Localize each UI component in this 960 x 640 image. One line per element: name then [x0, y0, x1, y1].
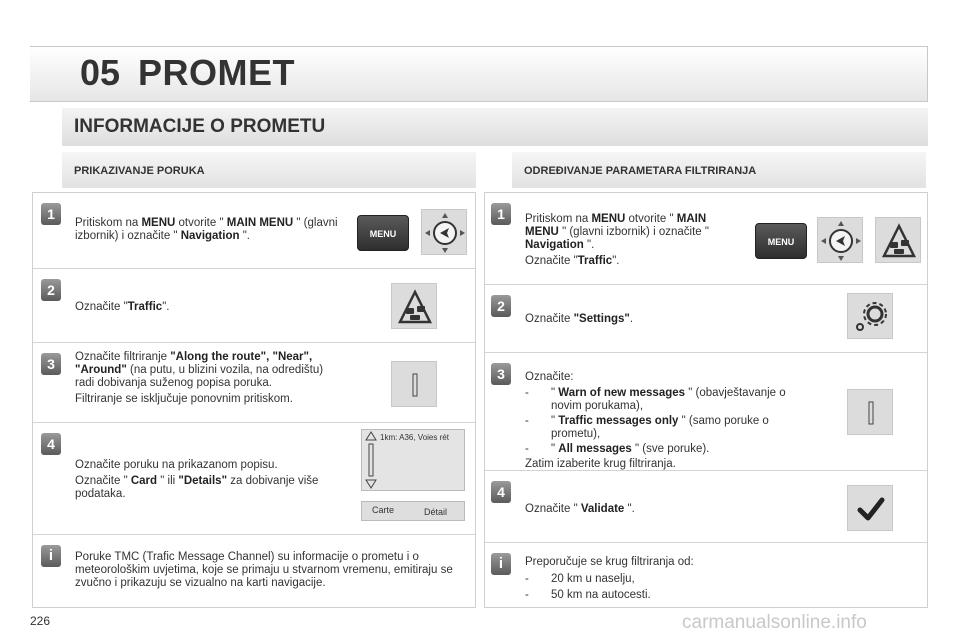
right-step-2 [485, 285, 927, 353]
traffic-icon [391, 283, 437, 329]
filter-button-icon [391, 361, 437, 407]
right-info-row [485, 543, 927, 609]
joystick-icon [421, 209, 467, 255]
step-number-badge: 2 [491, 295, 511, 317]
filter-option-item: - " Warn of new messages " (obavještavanje o novim porukama), [525, 387, 815, 413]
info-icon: i [41, 545, 61, 567]
watermark: carmanualsonline.info [682, 612, 867, 633]
step-number-badge: 2 [41, 279, 61, 301]
info-icon: i [491, 553, 511, 575]
right-step-1 [485, 193, 927, 285]
left-step-1 [33, 193, 475, 269]
left-step-2-text: Označite "Traffic". [75, 301, 170, 313]
traffic-message-screen [361, 429, 465, 491]
right-steps-panel [484, 192, 928, 608]
section-title: INFORMACIJE O PROMETU [74, 116, 326, 137]
step-number-badge: 3 [491, 363, 511, 385]
checkmark-icon [847, 485, 893, 531]
step-number-badge: 4 [491, 481, 511, 503]
right-step-3-text: Označite: - " Warn of new messages " (obavještavanje o novim porukama), - " Traffic messages only " (samo poruke o prometu), - " All messages " (sve poruke). Zatim izaberite krug filtriranja. [525, 371, 815, 474]
settings-gear-icon [847, 293, 893, 339]
traffic-icon [875, 217, 921, 263]
screen-message-line: 1km: A36, Voies rét [380, 433, 449, 442]
right-step-3 [485, 353, 927, 471]
left-steps-panel [32, 192, 476, 608]
left-step-4-text: Označite poruku na prikazanom popisu. Označite " Card " ili "Details" za dobivanje više podataka. [75, 459, 319, 500]
right-step-2-text: Označite "Settings". [525, 313, 634, 325]
left-step-3-text: Označite filtriranje "Along the route", "Near", "Around" (na putu, u blizini vozila, na odredištu) radi dobivanja suženog popisa poruka. Filtriranje se isključuje ponovnim pritiskom. [75, 351, 324, 405]
menu-button-image: MENU [755, 223, 807, 259]
right-step-4 [485, 471, 927, 543]
radius-item: - 50 km na autocesti. [525, 588, 865, 602]
filter-button-icon [847, 389, 893, 435]
right-step-1-text: Pritiskom na MENU otvorite " MAIN MENU " (glavni izbornik) i označite " Navigation ". Označite "Traffic". [525, 213, 709, 267]
joystick-icon [817, 217, 863, 263]
left-step-2 [33, 269, 475, 343]
step-number-badge: 4 [41, 433, 61, 455]
filter-option-item: - " Traffic messages only " (samo poruke o prometu), [525, 415, 815, 441]
filter-option-item: - " All messages " (sve poruke). [525, 443, 815, 456]
right-step-4-text: Označite " Validate ". [525, 503, 635, 515]
chapter-title: PROMET [138, 52, 296, 93]
right-column-heading: ODREĐIVANJE PARAMETARA FILTRIRANJA [524, 165, 757, 177]
right-info-text: Preporučuje se krug filtriranja od: - 20 km u naselju, - 50 km na autocesti. [525, 555, 865, 604]
chapter-number: 05 [80, 52, 121, 93]
left-column-heading: PRIKAZIVANJE PORUKA [74, 165, 205, 177]
screen-tabs [361, 501, 465, 521]
left-info-row [33, 535, 475, 609]
left-step-4 [33, 423, 475, 535]
detail-tab: Détail [424, 507, 448, 517]
left-step-1-text: Pritiskom na MENU otvorite " MAIN MENU " (glavni izbornik) i označite " Navigation ". [75, 217, 338, 242]
page-number: 226 [30, 614, 51, 628]
left-info-text: Poruke TMC (Trafic Message Channel) su informacije o prometu i o meteorološkim uvjetima, koje se primaju u stvarnom vremenu, emitiraju se zvučno i prikazuju se vizualno na karti navigacije. [75, 551, 453, 589]
radius-item: - 20 km u naselju, [525, 572, 865, 586]
step-number-badge: 3 [41, 353, 61, 375]
left-step-3 [33, 343, 475, 423]
step-number-badge: 1 [41, 203, 61, 225]
menu-button-image: MENU [357, 215, 409, 251]
step-number-badge: 1 [491, 203, 511, 225]
card-tab: Carte [372, 505, 395, 515]
